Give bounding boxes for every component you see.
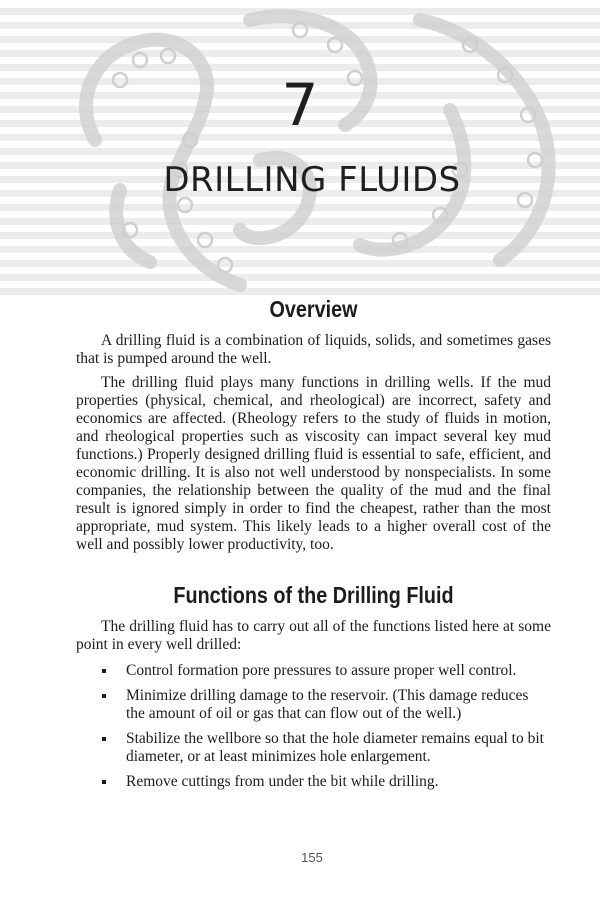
banner-stripe (0, 50, 600, 57)
banner-stripe (0, 148, 600, 155)
chapter-title: DRILLING FLUIDS (163, 160, 461, 200)
overview-paragraph: A drilling fluid is a combination of liquids, solids, and sometimes gases that is pumped around the well. (76, 332, 551, 367)
overview-paragraph: The drilling fluid plays many functions in drilling wells. If the mud properties (physical, chemical, and rheological) are incorrect, safety and economics are affected. (Rheology refers to the study of fluids in motion, and rheological properties such as viscosity can impact several key mud functions.) Properly designed drilling fluid is essential to safe, efficient, and economic drilling. It is also not well understood by nonspecialists. In some companies, the relationship between the quality of the mud and the final result is ignored simply in order to find the cheapest, rather than the most appropriate, mud system. This likely leads to a higher overall cost of the well and possibly lower productivity, too. (76, 374, 551, 553)
list-item (126, 687, 551, 723)
functions-intro-paragraph: The drilling fluid has to carry out all of the functions listed here at some point in every well drilled: (76, 618, 551, 653)
banner-stripe (0, 274, 600, 281)
page-number: 155 (301, 850, 323, 865)
list-item-text: Remove cuttings from under the bit while drilling. (126, 773, 439, 790)
list-item (126, 730, 551, 766)
overview-heading: Overview (269, 296, 358, 322)
banner-stripes-graphic (0, 0, 600, 300)
chapter-number: 7 (281, 71, 319, 139)
list-item-text: Stabilize the wellbore so that the hole diameter remains equal to bit diameter, or at least minimizes hole enlargement. (126, 730, 544, 765)
list-item-text: Control formation pore pressures to assure proper well control. (126, 662, 517, 679)
bullet-icon (102, 694, 106, 698)
page-body (76, 292, 551, 798)
functions-list (76, 662, 551, 791)
chapter-banner-artwork (0, 0, 600, 300)
functions-heading: Functions of the Drilling Fluid (173, 582, 454, 608)
list-item-text: Minimize drilling damage to the reservoir. (This damage reduces the amount of oil or gas that can flow out of the well.) (126, 687, 529, 722)
banner-stripe (0, 232, 600, 239)
list-item (126, 662, 551, 680)
bullet-icon (102, 669, 106, 673)
bullet-icon (102, 780, 106, 784)
bullet-icon (102, 737, 106, 741)
list-item (126, 773, 551, 791)
